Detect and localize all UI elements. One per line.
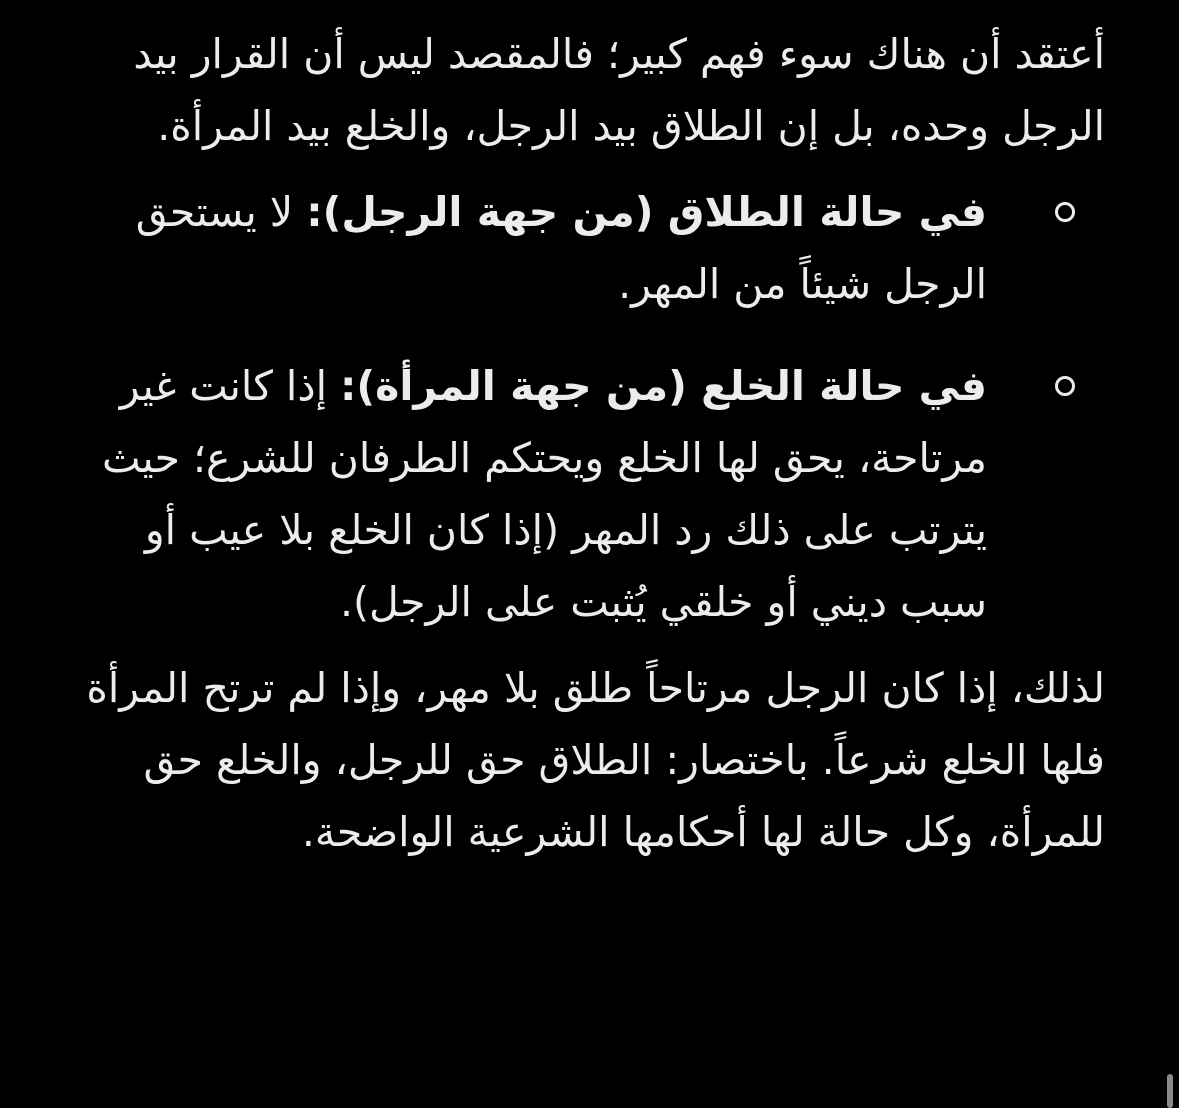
list-item (60, 350, 1105, 638)
hollow-circle-icon (1055, 376, 1075, 396)
bullet-heading: في حالة الطلاق (من جهة الرجل): (306, 188, 987, 236)
bullet-list (60, 176, 1105, 638)
scrollbar-thumb[interactable] (1167, 1074, 1173, 1108)
list-item (60, 176, 1105, 320)
conclusion-paragraph: لذلك، إذا كان الرجل مرتاحاً طلق بلا مهر، وإذا لم ترتح المرأة فلها الخلع شرعاً. باختصار: الطلاق حق للرجل، والخلع حق للمرأة، وكل حالة لها أحكامها الشرعية الواضحة. (86, 664, 1105, 856)
bullet-text: لا يستحق الرجل شيئاً من المهر. (135, 188, 987, 308)
intro-paragraph: أعتقد أن هناك سوء فهم كبير؛ فالمقصد ليس أن القرار بيد الرجل وحده، بل إن الطلاق بيد الرجل، والخلع بيد المرأة. (133, 30, 1105, 150)
bullet-text: إذا كانت غير مرتاحة، يحق لها الخلع ويحتكم الطرفان للشرع؛ حيث يترتب على ذلك رد المهر (إذا كان الخلع بلا عيب أو سبب ديني أو خلقي يُثبت على الرجل). (101, 362, 987, 626)
hollow-circle-icon (1055, 202, 1075, 222)
bullet-heading: في حالة الخلع (من جهة المرأة): (340, 362, 987, 410)
message-body (60, 18, 1105, 868)
